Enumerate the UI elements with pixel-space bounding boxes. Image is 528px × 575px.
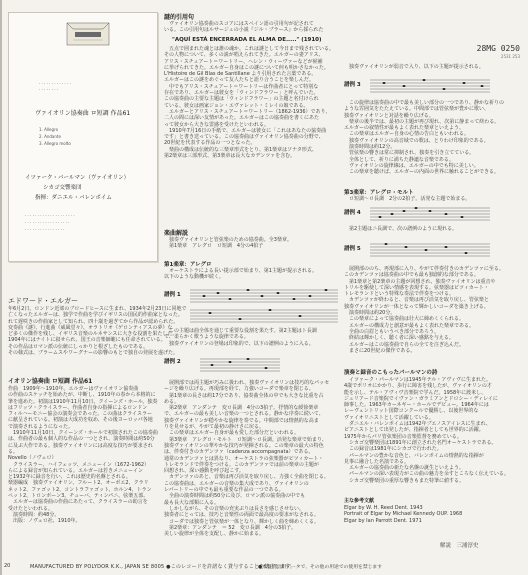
middle-text-block-0: ヴァイオリン協奏曲のスコアにはスペイン語の引用句が記されて いる。この引用句はルサージュの小説『ジル・ブラース』から採られた <box>164 21 324 34</box>
first-movement-heading: 第1楽章：アレグロ <box>164 262 212 268</box>
label-conductor: 指揮：ダニエル・バレンボイム <box>35 195 112 201</box>
example-3-label: 譜例 3 <box>344 82 361 88</box>
page-number: 20 <box>4 563 11 569</box>
label-small-text: · · · · · · · · · · · · · <box>39 81 71 86</box>
label-credits-3: · · · · · · · · · · · · · · · · <box>25 227 65 232</box>
right-text-block-3: 第2主題はニ長調で、次の譜例のように現れる。 <box>344 226 458 232</box>
example-1-label: 譜例 1 <box>164 292 181 298</box>
footer-manufacturer: MANUFACTURED BY POLYDOR K.K., JAPAN SE 8005 ●このレコードを許諾なく貸与することを禁止します。 <box>30 564 296 570</box>
right-text-block-4: 展開部ののち、再現部に入り、やがて伴奏付きのカデンツァに至る。 このカデンツァは協奏曲の中でも最も独創的な部分である。 第1楽章と第2楽章の主題が回想され、独奏ヴァイオリンは重音や トリルを駆使して深い情感を表現する。弦楽器はピツィカート・ トレモランドという特殊な奏法で伴奏をつける。 カデンツァが終わると、音楽は再び活気を取り戻し、管弦楽と 独奏ヴァイオリンが一体となって輝かしいコーダを築き上げる。 演奏時間は約20分。 この楽章によって協奏曲は壮大に締めくくられる。 エルガーの構成力と創意が最もよく表れた楽章である。 全曲の白眉ともいうべき部分であろう。 終結は輝かしく、聴く者に深い感銘を与える。 エルガーはこの協奏曲で自らの全てを注ぎ込んだ。 まさに20世紀の傑作である。 <box>344 266 504 354</box>
label-small-text-2: · · · · · · · · <box>39 87 59 92</box>
example-4-label: 譜例 4 <box>344 210 361 216</box>
middle-text-block-5: 展開部では両主題が巧みに扱われ、独奏ヴァイオリンは技巧的なパッセ ージを繰り広げる。再現部を経て、力強いコーダで楽章を閉じる。 第1楽章の長さは約17分であり、協奏曲全体の中でも大きな比重を占 める。 第2楽章 アンダンテ 変ロ長調 4分の3拍子。抒情的な緩徐楽章 で、エルガーの最も美しい音楽の一つとされる。静かな序奏に続いて、 独奏ヴァイオリンが穏やかな旋律を奏でる。中間部では情熱的な高ま りを見せるが、やがて最初の静けさに戻る。 この楽章はエルガー自身が最も愛した部分だといわれる。 第3楽章 アレグロ・モルト ロ短調〜ロ長調。活発な楽章で始まり、 独奏ヴァイオリンの華やかな技巧が発揮される。この楽章の最大の特色 は、伴奏付きのカデンツァ（cadenza accompagnata）である。 通常のカデンツァとは異なり、オーケストラの弦楽器がピツィカート・ トレモランドで伴奏をつける。このカデンツァでは前の楽章の主題が 回想され、深い感動を呼び起こす。 カデンツァのあと、音楽は再び活気を取り戻し、力強く全曲を閉じる。 この協奏曲は、エルガーの音楽の集大成であり、ヴァイオリンの レパートリーの中でも最も重要な作品の一つである。 全曲の演奏時間は約50分に及び、ロマン派の協奏曲の中でも 最も長大な部類に入る。 しかしながら、その音楽の充実ぶりは長さを感じさせない。 独奏者にとっては、技巧と音楽性の両面で最高度の要求がなされる。 コーダでは独奏と管弦楽が一体となり、輝かしく曲を締めくくる。 第2楽章：アンダンテ ＝ 52 変ロ長調 4分の3拍子。 美しい旋律が全体を支配し、静かに始まる。 <box>164 380 330 538</box>
dg-logo-icon <box>53 23 123 57</box>
references-list <box>344 505 524 529</box>
epigraph-heading: 謎的引用句 <box>164 14 195 21</box>
author-credit: 解説 三浦淳史 <box>440 543 479 549</box>
composer-heading: エドワード・エルガー <box>8 297 78 305</box>
music-staff-example-1 <box>190 286 338 306</box>
example-2-label: 譜例 2 <box>164 359 181 365</box>
work-heading: イオリン協奏曲 ロ短調 作品61 <box>8 378 93 385</box>
reference-2: Portrait of Elgar by Michael Kennedy OUP. 1968 <box>344 511 463 518</box>
music-staff-example-5 <box>370 240 490 260</box>
reference-3: Elgar by Ian Parrott Dent. 1971 <box>344 517 422 524</box>
label-work-title: ヴァイオリン協奏曲 ロ短調 作品61 <box>35 110 131 117</box>
footer-notice: ●本盤貸出用データで、その他の用途での使用を禁じます <box>258 565 383 570</box>
epigraph-quote: "AQUÍ ESTÁ ENCERRADA EL ALMA DE....." (1910) <box>172 37 322 43</box>
right-text-block-0: 独奏ヴァイオリンが弱音で入り、以下の主題が提示される。 <box>344 64 484 70</box>
middle-text-block-3: オーケストラによる長い提示部で始まり、第1主題が提示される。 以下のような動機が続く。 <box>164 268 317 281</box>
references-heading: 主な参考文献 <box>344 498 375 504</box>
middle-text-block-4: この主題は曲全体を通じて重要な役割を果たす。第2主題はト長調 で、柔らかく歌うような旋律である。 独奏ヴァイオリンの登場は印象的で、以下の譜例のように入る。 <box>164 328 317 347</box>
music-staff-example-2 <box>200 355 280 375</box>
middle-text-block-1: 五点で囲まれた魂とは誰の魂か。これは謎として今日まで残されている。 その人物について、多くの説が唱えられてきた。エルガーの妻アリス、 アリス・スチュアート＝ワートリー、ヘレン・ウィーヴァーなどが候補 に挙げられてきた。エルガー自身はこの謎について何も明かさなかった。 L'Histoire de Gil Blas de Santillane より引用された言葉である。 エルガーはこの謎をめぐって友人たちと語り合うことを楽しんだ。 中でもアリス・スチュアート＝ワートリーは作曲者にとって特別な 存在であり、エルガーは彼女を「ウィンドフラワー」と呼んでいた。 この協奏曲の主要な主題は「ウィンドフラワー」の主題と名付けられ ている。彼女は画家ジョン・エヴァレット・ミレイの娘である。 エルガーとアリス・スチュアート＝ワートリー（1862-1936）であり、 二人の間には深い友情があった。エルガーはこの協奏曲を書くにあた って彼女から大きな霊感を受けたといわれる。 1910年7月16日の手紙で、エルガーは彼女に「これはあなたの協奏曲 です」と書き送っている。この協奏曲はヴァイオリン協奏曲の分野で、 20世紀を代表する作品の一つとなった。 楽曲の構成は伝統的な三楽章形式をとり、第1楽章はソナタ形式、 第2楽章は三部形式、第3楽章は長大なカデンツァを含む。 <box>164 46 335 160</box>
label-movement-3: 3. Allegro molto <box>39 141 71 146</box>
label-credits-1: · · · · · · · · · · · · · · · · · · · · <box>25 213 75 218</box>
catalog-sub: 2531 253 <box>500 54 520 59</box>
label-movement-2: 2. Andante <box>39 134 61 139</box>
label-orchestra: シカゴ交響楽団 <box>43 185 82 191</box>
right-text-block-2: ロ短調〜ロ長調 2分の2拍子。活発な主題で始まる。 <box>344 196 471 202</box>
right-text-block-1: この旋律は協奏曲の中で最も美しい部分の一つであり、静かな祈りの ような雰囲気をたたえている。中間部では管弦楽が豊かに歌い、 独奏ヴァイオリンと対話を繰り広げる。 楽章の後半では、最初の主題が再び現れ、次第に静まって終わる。 エルガーの叙情性が最もよく表れた楽章といえよう。 この楽章はエルガー自身の心情の告白ともいわれる。 独奏ヴァイオリンの高音域での歌は、とりわけ印象的である。 演奏時間は約12分。 管弦楽の響きは常に抑制され、独奏を引き立てている。 全体として、祈りに満ちた静謐な音楽である。 ヴァイオリンの旋律線は、エルガーの中でも特に美しい。 この楽章を聴けば、エルガーの内面の世界に触れることができる。 <box>344 100 505 176</box>
left-text-block-1: 年6月2日、ロンドン近郊のブロードヒースに生まれ、1934年2月23日に同地で 亡くなったエルガーは、独学で作曲を学びイギリスの国民的作曲家となった。 れて遅咲きの作曲家として知られ、四十歳を過ぎてから作品が認められた。 変奏曲《謎》、行進曲《威風堂々》、オラトリオ《ゲロンティアスの夢》な ど多くの傑作を残し、イギリス音楽のルネサンスに大きな役割を果たした。 1904年にはナイトに叙せられ、国王の音楽師範にも任命されている。 その作品はロマン派の伝統にしっかりと根ざしたものである。 その様式は、ブラームスやワーグナーの影響のもとで独自の発展を遂げた。 <box>8 306 187 357</box>
reference-1: Elgar by W. H. Reed Dent. 1943 <box>344 505 423 511</box>
record-label-card <box>8 12 158 262</box>
music-staff-example-3 <box>370 76 490 96</box>
middle-text-block-2: 独奏ヴァイオリンと管弦楽のための協奏曲。全3楽章。 第1楽章 アレグロ ロ短調 4分の4拍子 <box>164 237 292 250</box>
right-text-block-5: イツァーク・パールマンは1945年テル・アヴィヴに生まれた。 4歳でポリオにかかり、歩行に障害を残したが、ヴァイオリンの才 能を示し、テル・アヴィヴ音楽院で学んだ。1958年に渡米し、 ジュリアード音楽院でイヴァン・ガラミアンとドロシー・ディレイに 師事した。1963年カーネギー・ホールでデビュー。1964年には レーヴェントリット国際コンクールで優勝し、以後世界的な ヴァイオリニストとして活躍している。 ダニエル・バレンボイムは1942年ブエノスアイレスに生まれ、 ピアニストとして出発したが、指揮者としても世界的に活躍。 1975年からパリ管弦楽団の音楽監督を務めている。 シカゴ交響楽団は1891年に創立された名門オーケストラである。 この録音は1981年にシカゴで行われた。 パールマンの豊かな音色と、バレンボイムの情熱的な指揮が 見事に融合した名演である。 エルガーの協奏曲の新たな名盤の誕生といえよう。 パールマンの深い表現力がこの曲の魅力を余すところなく伝えている。 シカゴ交響楽団の重厚な響きもまた特筆に値する。 <box>344 377 509 484</box>
music-staff-example-1b <box>190 306 338 326</box>
third-movement-heading: 第3楽章：アレグロ・モルト <box>344 190 414 196</box>
label-credits-2: · · · · · · · · · · · · · · · · · · <box>25 220 70 225</box>
analysis-heading: 楽曲解説 <box>164 230 189 237</box>
music-staff-example-4 <box>370 204 490 224</box>
example-5-label: 譜例 5 <box>344 246 361 252</box>
left-text-block-2: 作曲 1909年〜1910年。エルガーはヴァイオリン協奏曲 の作曲のスケッチを始めたが、中断し、1910年の春から本格的に 筆を進めた。初演は1910年11月10日、クイーンズ・ホール。独奏 はフリッツ・クライスラー、作曲者自身の指揮によるロンドン フィルハーモニー協会の演奏会であった。この曲はクライスラー に献呈されている。初演は大成功を収め、その後ヨーロッパ各地 で演奏されるようになった。 1910年11月10日、クイーンズ・ホールで初演されたこの協奏曲 は、作曲者の最も個人的な作品の一つとされ、演奏時間は約50分 に及ぶ大作である。独奏ヴァイオリンには高度な技巧が要求され る。 Novello（ノヴェロ） クライスラー、ハイフェッツ、メニューイン（1672-1962） らによる録音が知られている。エルガーは若きメニューイン と1932年に録音を行い、これは歴史的名盤とされる。 楽器編成 独奏ヴァイオリン、フルート2、オーボエ2、クラリ ネット2、ファゴット2、コントラファゴット、ホルン4、トラン ペット2、トロンボーン3、チューバ、ティンパニ、弦楽五部。 エルガーは協奏曲の作曲にあたって、クライスラーの助言を 受けたといわれる。 演奏時間：約48分。 出版：ノヴェロ社、1910年。 <box>8 386 158 525</box>
label-performer: イツァーク・パールマン（ヴァイオリン） <box>25 175 130 181</box>
label-movement-1: 1. Allegro <box>39 127 59 132</box>
performers-heading: 演奏と録音のこもったパールマンの詩 <box>344 370 438 376</box>
page-edge <box>0 0 2 575</box>
catalog-number: 28MG 0250 <box>476 44 520 53</box>
